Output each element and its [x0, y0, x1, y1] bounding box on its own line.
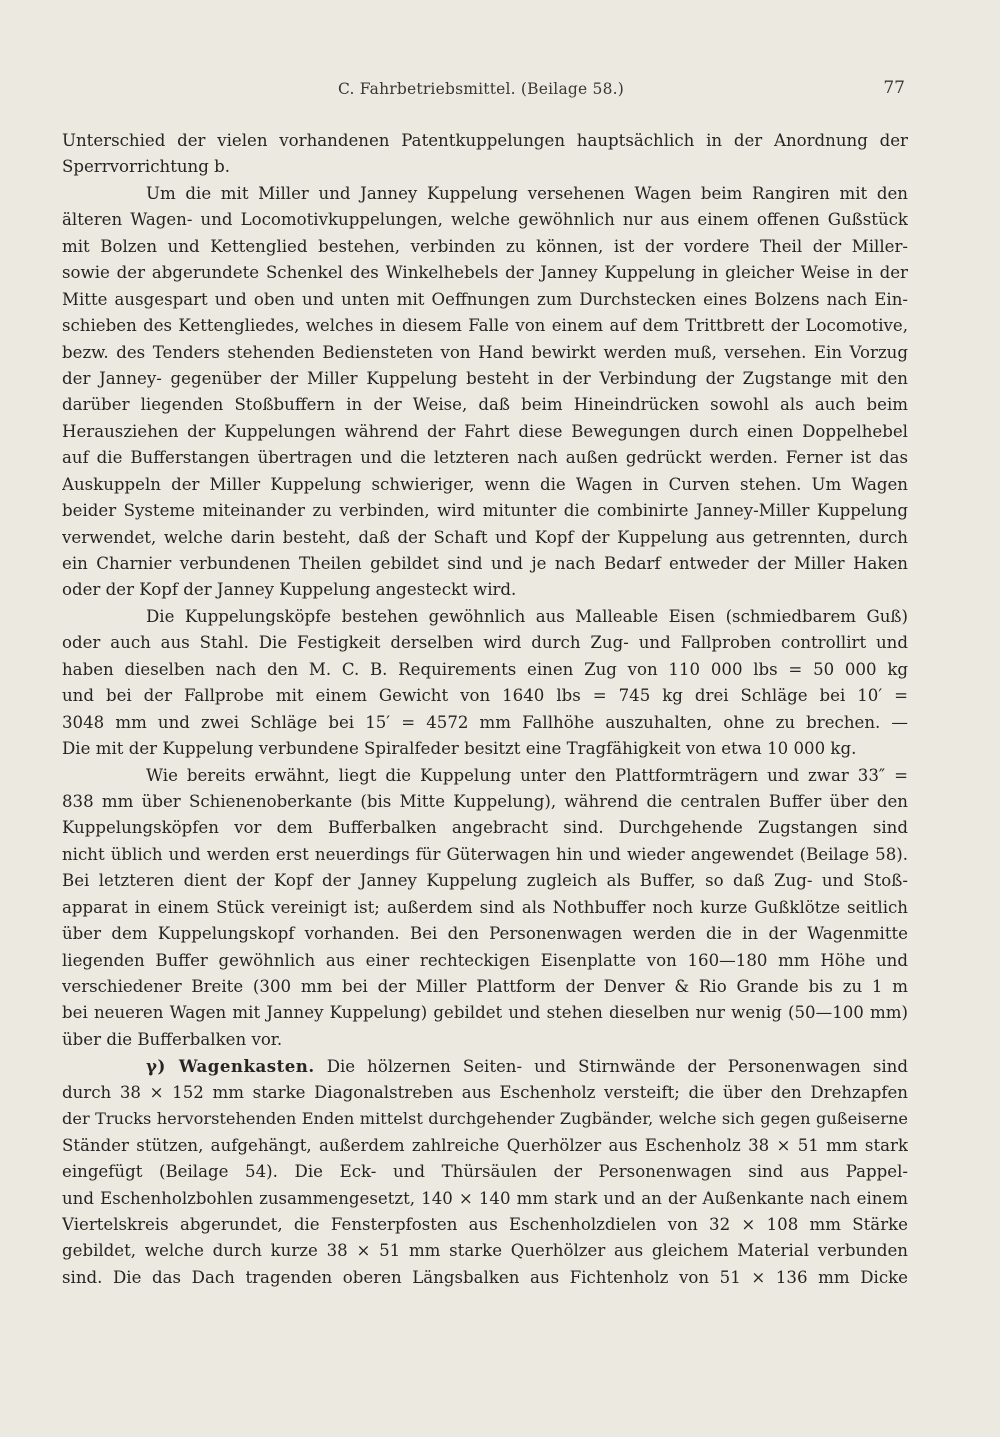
- text-line: über die Bufferbalken vor.: [62, 1029, 283, 1049]
- text-line: Herausziehen der Kuppelungen während der Fahrt diese Bewegungen durch einen Doppelhebel: [62, 421, 908, 441]
- text-line: durch 38 × 152 mm starke Diagonalstreben aus Eschenholz versteift; die über den Drehzapfen: [62, 1082, 908, 1102]
- text-line: gebildet, welche durch kurze 38 × 51 mm starke Querhölzer aus gleichem Material verbunden: [62, 1241, 908, 1261]
- text-line: über dem Kuppelungskopf vorhanden. Bei den Personenwagen werden die in der Wagenmitte: [62, 924, 908, 944]
- page-number: 77: [883, 78, 905, 98]
- text-line: Auskuppeln der Miller Kuppelung schwieriger, wenn die Wagen in Curven stehen. Um Wagen: [62, 474, 908, 494]
- text-line: haben dieselben nach den M. C. B. Requirements einen Zug von 110 000 lbs = 50 000 kg: [62, 659, 908, 679]
- text-line: mit Bolzen und Kettenglied bestehen, verbinden zu können, ist der vordere Theil der Miller-: [62, 236, 908, 256]
- text-line: oder der Kopf der Janney Kuppelung angesteckt wird.: [62, 580, 517, 600]
- text-line: bei neueren Wagen mit Janney Kuppelung) gebildet und stehen dieselben nur wenig (50—100 mm): [62, 1003, 908, 1023]
- text-line: und Eschenholzbohlen zusammengesetzt, 140 × 140 mm stark und an der Außenkante nach einem: [62, 1188, 908, 1208]
- text-line: und bei der Fallprobe mit einem Gewicht von 1640 lbs = 745 kg drei Schläge bei 10′ =: [62, 686, 908, 706]
- text-line: Kuppelungsköpfen vor dem Bufferbalken angebracht sind. Durchgehende Zugstangen sind: [62, 818, 908, 838]
- text-line: Mitte ausgespart und oben und unten mit Oeffnungen zum Durchstecken eines Bolzens nach Ein-: [62, 289, 908, 309]
- text-line: nicht üblich und werden erst neuerdings für Güterwagen hin und wieder angewendet (Beilage 58).: [62, 844, 908, 864]
- paragraph: [62, 763, 908, 1054]
- text-line: oder auch aus Stahl. Die Festigkeit derselben wird durch Zug- und Fallproben controllirt und: [62, 633, 908, 653]
- text-line: Ständer stützen, aufgehängt, außerdem zahlreiche Querhölzer aus Eschenholz 38 × 51 mm stark: [62, 1135, 908, 1155]
- text-line: sind. Die das Dach tragenden oberen Längsbalken aus Fichtenholz von 51 × 136 mm Dicke: [62, 1267, 908, 1287]
- text-line: bezw. des Tenders stehenden Bediensteten von Hand bewirkt werden muß, versehen. Ein Vorzug: [62, 342, 908, 362]
- text-line: auf die Bufferstangen übertragen und die letzteren nach außen gedrückt werden. Ferner ist das: [62, 448, 908, 468]
- text-line: der Trucks hervorstehenden Enden mittelst durchgehender Zugbänder, welche sich gegen gußeiserne: [62, 1109, 908, 1129]
- text-line: Unterschied der vielen vorhandenen Patentkuppelungen hauptsächlich in der Anordnung der: [62, 131, 908, 150]
- page-header: [60, 76, 905, 104]
- text-line: schieben des Kettengliedes, welches in diesem Falle von einem auf dem Trittbrett der Locomotive,: [62, 316, 908, 336]
- body-text: [62, 128, 908, 1291]
- paragraph: [62, 128, 908, 181]
- text-line: apparat in einem Stück vereinigt ist; außerdem sind als Nothbuffer noch kurze Gußklötze seitlich: [62, 897, 908, 917]
- text-line: Sperrvorrichtung b.: [62, 157, 231, 177]
- text-line: [62, 1053, 908, 1079]
- text-line: älteren Wagen- und Locomotivkuppelungen, welche gewöhnlich nur aus einem offenen Gußstück: [62, 210, 908, 230]
- paragraph: [62, 604, 908, 763]
- text-line: darüber liegenden Stoßbuffern in der Weise, daß beim Hineindrücken sowohl als auch beim: [62, 395, 908, 415]
- text-line: 3048 mm und zwei Schläge bei 15′ = 4572 mm Fallhöhe auszuhalten, ohne zu brechen. —: [62, 712, 908, 732]
- section-heading: γ) Wagenkasten.: [146, 1056, 315, 1077]
- text-line: verschiedener Breite (300 mm bei der Miller Plattform der Denver & Rio Grande bis zu 1 m: [62, 977, 908, 996]
- text-line: Bei letzteren dient der Kopf der Janney Kuppelung zugleich als Buffer, so daß Zug- und Stoß-: [62, 871, 908, 891]
- text-line: beider Systeme miteinander zu verbinden, wird mitunter die combinirte Janney-Miller Kuppelung: [62, 501, 908, 521]
- paragraph: [62, 1053, 908, 1291]
- paragraph: [62, 181, 908, 604]
- text-line: Die mit der Kuppelung verbundene Spiralfeder besitzt eine Tragfähigkeit von etwa 10 000 kg.: [62, 739, 857, 759]
- text-line: 838 mm über Schienenoberkante (bis Mitte Kuppelung), während die centralen Buffer über den: [62, 791, 908, 811]
- text-line: Wie bereits erwähnt, liegt die Kuppelung unter den Plattformträgern und zwar 33″ =: [146, 765, 908, 785]
- text-line: eingefügt (Beilage 54). Die Eck- und Thürsäulen der Personenwagen sind aus Pappel-: [62, 1162, 908, 1182]
- text-run: Die hölzernen Seiten- und Stirnwände der Personenwagen sind: [326, 1057, 908, 1077]
- text-line: liegenden Buffer gewöhnlich aus einer rechteckigen Eisenplatte von 160—180 mm Höhe und: [62, 950, 908, 970]
- text-line: Die Kuppelungsköpfe bestehen gewöhnlich aus Malleable Eisen (schmiedbarem Guß): [146, 606, 908, 626]
- text-line: der Janney- gegenüber der Miller Kuppelung besteht in der Verbindung der Zugstange mit den: [62, 368, 908, 388]
- running-head: C. Fahrbetriebsmittel. (Beilage 58.): [338, 80, 625, 98]
- text-line: verwendet, welche darin besteht, daß der Schaft und Kopf der Kuppelung aus getrennten, durch: [62, 527, 908, 547]
- text-line: Um die mit Miller und Janney Kuppelung versehenen Wagen beim Rangiren mit den: [146, 183, 908, 203]
- text-line: sowie der abgerundete Schenkel des Winkelhebels der Janney Kuppelung in gleicher Weise in der: [62, 263, 908, 283]
- text-line: ein Charnier verbundenen Theilen gebildet sind und je nach Bedarf entweder der Miller Haken: [62, 554, 908, 573]
- text-line: Viertelskreis abgerundet, die Fensterpfosten aus Eschenholzdielen von 32 × 108 mm Stärke: [62, 1214, 908, 1234]
